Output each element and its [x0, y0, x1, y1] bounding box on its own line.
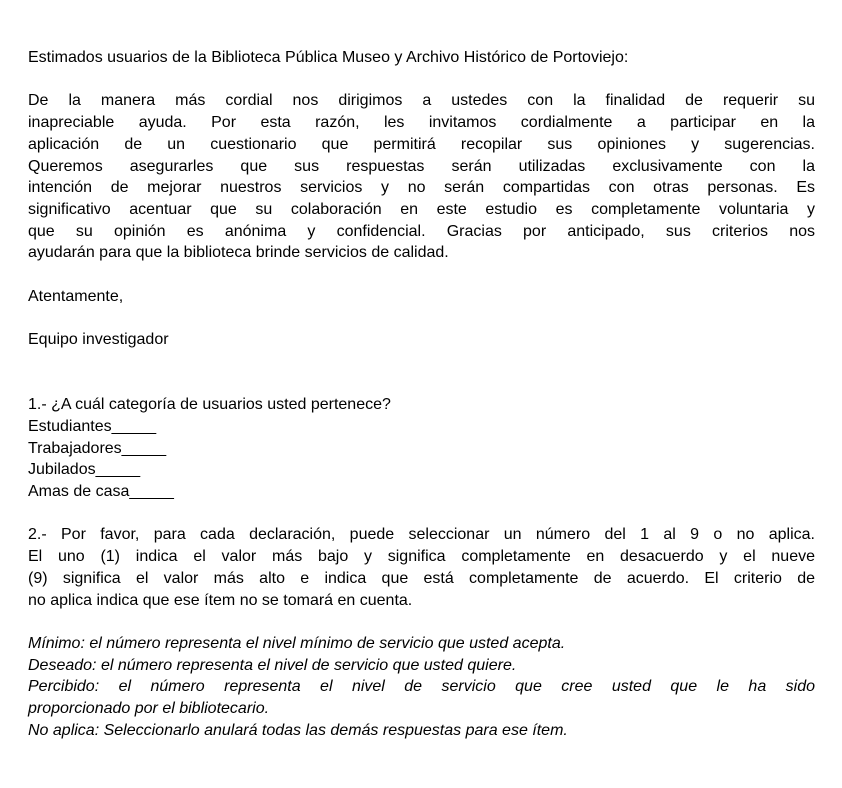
- definition-percibido: Percibido: el número representa el nivel de servicio que cree usted que le ha sido: [28, 678, 815, 696]
- question-2-line: 2.- Por favor, para cada declaración, puede seleccionar un número del 1 al 9 o no aplica.: [28, 526, 815, 544]
- intro-line: ayudarán para que la biblioteca brinde servicios de calidad.: [28, 244, 449, 262]
- question-2-line: no aplica indica que ese ítem no se tomará en cuenta.: [28, 591, 413, 609]
- intro-line: que su opinión es anónima y confidencial. Gracias por anticipado, sus criterios nos: [28, 222, 815, 240]
- definition-percibido-cont: proporcionado por el bibliotecario.: [28, 700, 270, 717]
- question-2: [28, 524, 815, 611]
- question-2-line: El uno (1) indica el valor más bajo y significa completamente en desacuerdo y el nueve: [28, 548, 815, 566]
- intro-line: significativo acentuar que su colaboración en este estudio es completamente voluntaria y: [28, 200, 815, 218]
- intro-line: aplicación de un cuestionario que permitirá recopilar sus opiniones y sugerencias.: [28, 135, 815, 153]
- question-1-option-amas-de-casa: Amas de casa_____: [28, 483, 174, 500]
- intro-paragraph: [28, 90, 815, 264]
- intro-line: De la manera más cordial nos dirigimos a ustedes con la finalidad de requerir su: [28, 92, 815, 110]
- intro-line: inapreciable ayuda. Por esta razón, les invitamos cordialmente a participar en la: [28, 114, 815, 132]
- closing: Atentamente,: [28, 287, 124, 305]
- intro-line: Queremos asegurarles que sus respuestas serán utilizadas exclusivamente con la: [28, 157, 815, 175]
- question-1-label: 1.- ¿A cuál categoría de usuarios usted pertenece?: [28, 396, 391, 414]
- definition-deseado: Deseado: el número representa el nivel de servicio que usted quiere.: [28, 656, 517, 674]
- question-1: [28, 394, 815, 503]
- salutation: Estimados usuarios de la Biblioteca Pública Museo y Archivo Histórico de Portoviejo:: [28, 49, 629, 66]
- question-1-option-jubilados: Jubilados_____: [28, 461, 141, 479]
- signature: Equipo investigador: [28, 331, 169, 349]
- question-1-option-estudiantes: Estudiantes_____: [28, 417, 157, 435]
- intro-line: intención de mejorar nuestros servicios y no serán compartidas con otras personas. Es: [28, 179, 815, 197]
- definition-no-aplica: No aplica: Seleccionarlo anulará todas las demás respuestas para ese ítem.: [28, 721, 568, 739]
- question-1-option-trabajadores: Trabajadores_____: [28, 439, 167, 457]
- question-2-line: (9) significa el valor más alto e indica que está completamente de acuerdo. El criterio de: [28, 569, 815, 587]
- definitions-block: [28, 633, 815, 742]
- definition-minimo: Mínimo: el número representa el nivel mínimo de servicio que usted acepta.: [28, 634, 566, 652]
